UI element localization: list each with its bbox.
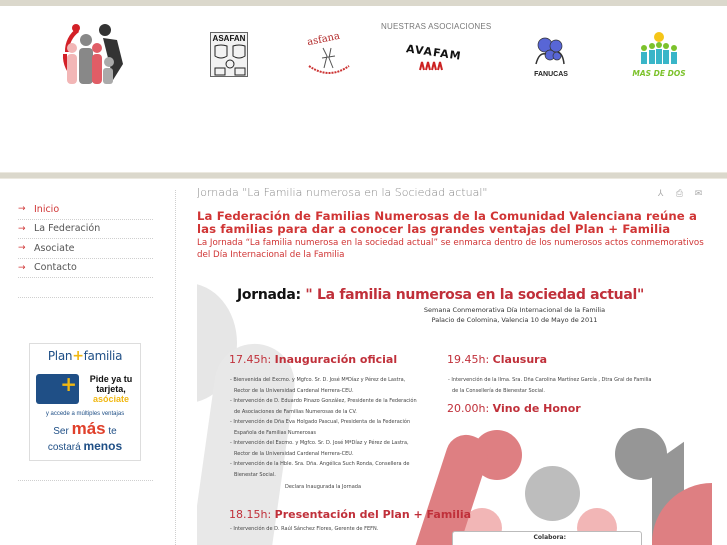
flyer-section-heading <box>447 353 547 366</box>
flyer-item: - Intervención del Excmo. y Mgfco. Sr. D. José MªDíaz y Pérez de Lastra, <box>230 440 409 446</box>
slogan-te: te <box>108 426 117 437</box>
plan-line1: Pide ya tu <box>89 374 133 384</box>
flyer-item: de Asociaciones de Familias Numerosas de la CV. <box>234 408 357 415</box>
sidebar-item-contacto[interactable] <box>18 259 153 279</box>
mas-de-dos-logo[interactable] <box>630 32 688 78</box>
section-time: 17.45h: <box>229 353 272 366</box>
federation-logo[interactable] <box>57 22 127 86</box>
plan-line3: asóciate <box>92 394 130 404</box>
flyer-item: Española de Familias Numerosas <box>234 429 317 436</box>
membership-card-icon <box>36 374 79 404</box>
sidebar-item-la-federacion[interactable] <box>18 220 153 240</box>
flyer-item: Rector de la Universidad Cardenal Herrera-CEU. <box>234 450 354 457</box>
mas-de-dos-logo-text: MAS DE DOS <box>632 69 686 78</box>
section-title: Vino de Honor <box>492 402 581 415</box>
article-lead: La Jornada “La familia numerosa en la sociedad actual” se enmarca dentro de los numerosos actos conmemorativos del Día Internacional de la Familia <box>197 238 704 260</box>
sun-family-icon <box>636 32 682 66</box>
arrow-right-icon: → <box>18 243 26 254</box>
flyer-item: - Intervención de D. Raúl Sánchez Flores, Gerente de FEFN. <box>230 526 379 532</box>
theater-masks-icon <box>213 44 247 76</box>
section-title: Clausura <box>492 353 547 366</box>
flyer-title-prefix: Jornada: <box>237 287 301 303</box>
flyer-subtitle: Palacio de Colomina, Valencia 10 de Mayo de 2011 <box>431 316 598 324</box>
email-icon[interactable]: ✉ <box>694 189 703 199</box>
article-tools <box>655 189 704 199</box>
plan-familia-title <box>30 348 140 364</box>
flyer-item: - Intervención de la Hble. Sra. Dña. Angélica Such Ronda, Consellera de <box>230 461 410 467</box>
print-icon[interactable]: ⎙ <box>675 189 684 199</box>
flyer-circle <box>525 466 580 521</box>
event-flyer-image <box>197 283 712 545</box>
plan-word: Plan <box>47 349 73 363</box>
flyer-section-items <box>230 524 430 535</box>
header <box>0 6 727 172</box>
flyer-item: - Intervención de la Ilma. Sra. Dña Carolina Martínez García , Dtra Gral de Familia <box>448 377 652 383</box>
plan-slogan <box>30 419 140 455</box>
article <box>197 186 712 261</box>
flyer-section-items <box>448 375 658 396</box>
fanucas-logo-text: FANUCAS <box>534 71 568 78</box>
flyer-sponsor-box: Colabora: <box>452 531 642 545</box>
flyer-item: - Intervención de D. Eduardo Pinazo González, Presidente de la Federación <box>230 398 417 404</box>
slogan-mas: más <box>71 419 106 438</box>
associations-label: NUESTRAS ASOCIACIONES <box>381 22 492 31</box>
flyer-section-items <box>230 375 430 493</box>
slogan-costara: costará <box>47 442 81 453</box>
arrow-right-icon: → <box>18 223 26 234</box>
section-title: Presentación del Plan + Familia <box>274 508 472 521</box>
flyer-item: de la Consellería de Bienestar Social. <box>452 387 545 394</box>
header-divider-bar <box>0 172 727 179</box>
plus-icon: + <box>60 372 77 396</box>
plus-icon: + <box>72 348 84 364</box>
slogan-ser: Ser <box>53 426 69 437</box>
family-circles-icon <box>534 36 568 66</box>
arrow-right-icon: → <box>18 262 26 273</box>
section-time: 18.15h: <box>229 508 272 521</box>
plan-callout <box>82 374 140 404</box>
plan-familia-banner[interactable] <box>29 343 141 461</box>
asfana-logo-text: asfana <box>306 30 341 49</box>
sidebar-item-asociate[interactable] <box>18 239 153 259</box>
flyer-item: Rector de la Universidad Cardenal Herrera-CEU. <box>234 387 354 394</box>
sidebar-item-label: Inicio <box>34 203 60 215</box>
flyer-item: - Intervención de Dña Eva Holgado Pascual, Presidenta de la Federación <box>230 419 411 425</box>
flyer-section-heading <box>229 353 397 366</box>
avafam-logo-text: AVAFAM <box>405 42 463 63</box>
asafan-logo[interactable] <box>210 32 248 77</box>
sidebar-item-inicio[interactable] <box>18 200 153 220</box>
sidebar-nav <box>18 200 153 278</box>
column-divider <box>175 190 176 545</box>
article-headline: La Federación de Familias Numerosas de la Comunidad Valenciana reúne a las familias para dar a conocer las grandes ventajas del Plan + Familia <box>197 209 697 236</box>
section-time: 19.45h: <box>447 353 490 366</box>
plan-line4: y accede a múltiples ventajas <box>45 411 125 417</box>
plan-line2: tarjeta, <box>96 384 126 394</box>
arrow-right-icon: → <box>18 204 26 215</box>
section-time: 20.00h: <box>447 402 490 415</box>
pdf-icon[interactable]: ⅄ <box>657 189 664 199</box>
page-title: Jornada "La Familia numerosa en la Sociedad actual" <box>197 186 488 199</box>
flyer-title-quote: " La familia numerosa en la sociedad actual" <box>305 287 644 303</box>
slogan-menos: menos <box>83 439 123 453</box>
flyer-item: Bienestar Social. <box>234 471 276 478</box>
flyer-item: - Bienvenida del Excmo. y Mgfco. Sr. D. José MªDíaz y Pérez de Lastra, <box>230 377 406 383</box>
flyer-section-heading <box>229 508 471 521</box>
asfana-arc <box>307 64 351 78</box>
fanucas-logo[interactable] <box>528 36 574 78</box>
familia-word: familia <box>83 349 123 363</box>
flyer-subtitle: Semana Conmemorativa Día Internacional de la Familia <box>423 306 606 314</box>
avafam-logo[interactable] <box>402 40 472 76</box>
sidebar-item-label: Contacto <box>34 262 77 274</box>
flyer-title <box>237 287 644 303</box>
family-figures-icon <box>418 60 448 72</box>
sidebar-item-label: La Federación <box>34 223 101 235</box>
sidebar-divider <box>18 480 153 481</box>
sidebar-divider <box>18 297 153 298</box>
section-title: Inauguración oficial <box>274 353 398 366</box>
asfana-logo[interactable] <box>305 32 350 78</box>
flyer-item: Declara Inaugurada la Jornada <box>285 484 362 490</box>
sidebar-item-label: Asociate <box>34 242 75 254</box>
flyer-section-heading <box>447 402 581 415</box>
asafan-logo-text: ASAFAN <box>212 34 246 43</box>
